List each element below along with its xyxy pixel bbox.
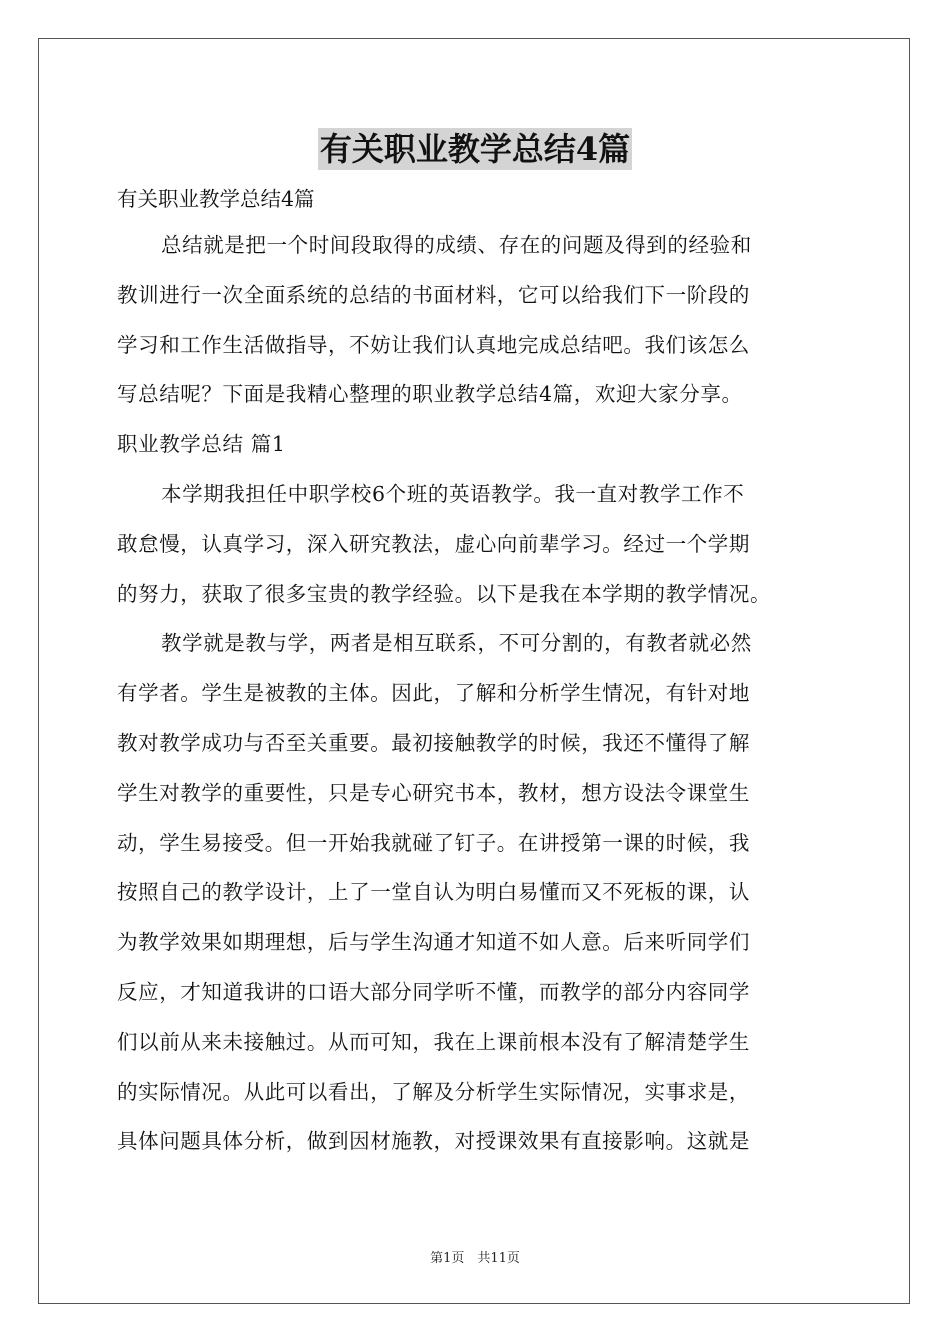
paragraph-line: 教训进行一次全面系统的总结的书面材料，它可以给我们下一阶段的 bbox=[117, 282, 750, 307]
paragraph-line: 们以前从来未接触过。从而可知，我在上课前根本没有了解清楚学生 bbox=[117, 1029, 750, 1054]
paragraph-line: 教学就是教与学，两者是相互联系，不可分割的，有教者就必然 bbox=[161, 631, 752, 656]
paragraph-line: 为教学效果如期理想，后与学生沟通才知道不如人意。后来听同学们 bbox=[117, 930, 750, 955]
paragraph-line: 学习和工作生活做指导，不妨让我们认真地完成总结吧。我们该怎么 bbox=[117, 332, 750, 357]
paragraph-line: 按照自己的教学设计，上了一堂自认为明白易懂而又不死板的课，认 bbox=[117, 880, 750, 905]
paragraph-line: 的实际情况。从此可以看出，了解及分析学生实际情况，实事求是， bbox=[117, 1079, 750, 1104]
paragraph-line: 具体问题具体分析，做到因材施教，对授课效果有直接影响。这就是 bbox=[117, 1129, 750, 1154]
paragraph-line: 敢怠慢，认真学习，深入研究教法，虚心向前辈学习。经过一个学期 bbox=[117, 531, 750, 556]
page-footer: 第1页 共11页 bbox=[430, 1251, 520, 1266]
paragraph-line: 有学者。学生是被教的主体。因此，了解和分析学生情况，有针对地 bbox=[117, 681, 750, 706]
paragraph-line: 教对教学成功与否至关重要。最初接触教学的时候，我还不懂得了解 bbox=[117, 730, 750, 755]
paragraph-line: 动，学生易接受。但一开始我就碰了钉子。在讲授第一课的时候，我 bbox=[117, 830, 750, 855]
title-area bbox=[0, 128, 950, 170]
document-subtitle: 有关职业教学总结4篇 bbox=[117, 187, 315, 211]
section-heading: 职业教学总结 篇1 bbox=[117, 432, 286, 457]
paragraph-line: 学生对教学的重要性，只是专心研究书本，教材，想方设法令课堂生 bbox=[117, 780, 750, 805]
document-body bbox=[117, 177, 837, 1167]
paragraph-line: 的努力，获取了很多宝贵的教学经验。以下是我在本学期的教学情况。 bbox=[117, 581, 772, 606]
document-title: 有关职业教学总结4篇 bbox=[319, 130, 631, 168]
paragraph-line: 总结就是把一个时间段取得的成绩、存在的问题及得到的经验和 bbox=[161, 233, 752, 257]
paragraph-line: 写总结呢？下面是我精心整理的职业教学总结4篇，欢迎大家分享。 bbox=[117, 382, 743, 407]
paragraph-line: 反应，才知道我讲的口语大部分同学听不懂，而教学的部分内容同学 bbox=[117, 979, 750, 1004]
paragraph-line: 本学期我担任中职学校6个班的英语教学。我一直对教学工作不 bbox=[161, 481, 745, 506]
